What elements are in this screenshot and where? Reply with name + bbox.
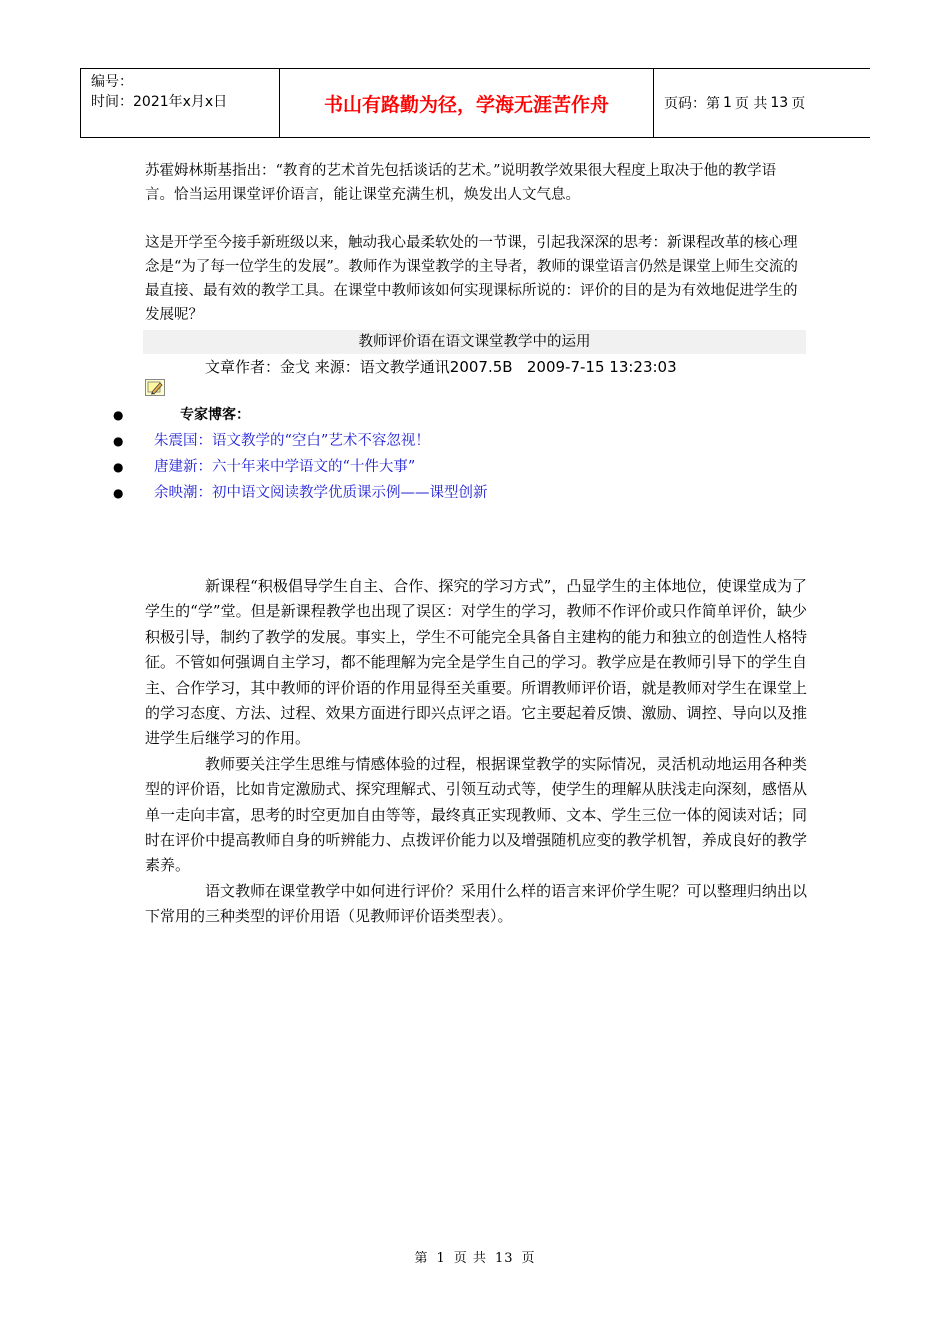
blog-link[interactable]: 余映潮：初中语文阅读教学优质课示例——课型创新 bbox=[154, 485, 488, 501]
blog-link-item[interactable] bbox=[113, 480, 488, 506]
article-issue: 2007.5B bbox=[449, 358, 513, 376]
blog-link-item[interactable] bbox=[113, 428, 488, 454]
page-total: 13 bbox=[770, 95, 789, 111]
page-number: 1 bbox=[723, 95, 732, 111]
body-paragraph-2: 教师要关注学生思维与情感体验的过程，根据课堂教学的实际情况，灵活机动地运用各种类型的评价语，比如肯定激励式、探究理解式、引领互动式等，使学生的理解从肤浅走向深刻，感悟从单一走向丰富，思考的时空更加自由等等，最终真正实现教师、文本、学生三位一体的阅读对话；同时在评价中提高教师自身的听辨能力、点拨评价能力以及增强随机应变的教学机智，养成良好的教学素养。 bbox=[145, 754, 807, 875]
intro-paragraph-2: 这是开学至今接手新班级以来，触动我心最柔软处的一节课，引起我深深的思考：新课程改革的核心理念是“为了每一位学生的发展”。教师作为课堂教学的主导者，教师的课堂语言仍然是课堂上师生交流的最直接、最有效的教学工具。在课堂中教师该如何实现课标所说的：评价的目的是为有效地促进学生的发展呢？ bbox=[145, 235, 798, 323]
blog-link-item[interactable] bbox=[113, 454, 488, 480]
footer-prefix: 第 bbox=[414, 1251, 429, 1266]
body-paragraph-1: 新课程“积极倡导学生自主、合作、探究的学习方式”，凸显学生的主体地位，使课堂成为了学生的“学”堂。但是新课程教学也出现了误区：对学生的学习，教师不作评价或只作简单评价，缺少积极引导，制约了教学的发展。事实上，学生不可能完全具备自主建构的能力和独立的创造性人格特征。不管如何强调自主学习，都不能理解为完全是学生自己的学习。教学应是在教师引导下的学生自主、合作学习，其中教师的评价语的作用显得至关重要。所谓教师评价语，就是教师对学生在课堂上的学习态度、方法、过程、效果方面进行即兴点评之语。它主要起着反馈、激励、调控、导向以及推进学生后继学习的作用。 bbox=[145, 577, 807, 748]
header-meta-cell bbox=[80, 69, 280, 137]
footer-page: 1 bbox=[436, 1251, 446, 1266]
page-header bbox=[80, 68, 870, 138]
bullet-icon: ● bbox=[113, 408, 124, 422]
page-footer bbox=[0, 1247, 950, 1266]
article-title: 教师评价语在语文课堂教学中的运用 bbox=[143, 330, 806, 354]
expert-blog-list bbox=[113, 402, 488, 506]
intro-paragraph-1: 苏霍姆林斯基指出：“教育的艺术首先包括谈话的艺术。”说明教学效果很大程度上取决于他的教学语言。恰当运用课堂评价语言，能让课堂充满生机，焕发出人文气息。 bbox=[145, 163, 777, 203]
bullet-icon: ● bbox=[113, 486, 124, 500]
bullet-icon: ● bbox=[113, 434, 124, 448]
blog-link[interactable]: 朱震国：语文教学的“空白”艺术不容忽视！ bbox=[154, 433, 430, 449]
page-suffix: 页 bbox=[791, 96, 806, 112]
edit-pencil-icon[interactable] bbox=[145, 379, 165, 396]
page-prefix: 页码：第 bbox=[664, 96, 720, 112]
bullet-icon: ● bbox=[113, 460, 124, 474]
time-label: 时间：2021年x月x日 bbox=[91, 94, 228, 110]
header-page-info bbox=[654, 69, 870, 137]
body-paragraph-3: 语文教师在课堂教学中如何进行评价？采用什么样的语言来评价学生呢？可以整理归纳出以下常用的三种类型的评价用语（见教师评价语类型表）。 bbox=[145, 881, 807, 926]
article-datetime: 2009-7-15 13:23:03 bbox=[526, 358, 677, 376]
header-motto: 书山有路勤为径，学海无涯苦作舟 bbox=[280, 69, 654, 137]
expert-blog-heading-item bbox=[113, 402, 488, 428]
article-author-source: 文章作者：金戈 来源：语文教学通讯 bbox=[205, 358, 450, 376]
blog-link[interactable]: 唐建新：六十年来中学语文的“十件大事” bbox=[154, 459, 416, 475]
footer-mid: 页 共 bbox=[453, 1251, 487, 1266]
footer-suffix: 页 bbox=[521, 1251, 536, 1266]
article-body bbox=[145, 574, 807, 930]
number-label: 编号： bbox=[91, 74, 133, 90]
footer-total: 13 bbox=[494, 1251, 514, 1266]
article-meta bbox=[205, 355, 677, 379]
page-mid: 页 共 bbox=[734, 96, 768, 112]
expert-blog-heading: 专家博客： bbox=[180, 407, 250, 423]
